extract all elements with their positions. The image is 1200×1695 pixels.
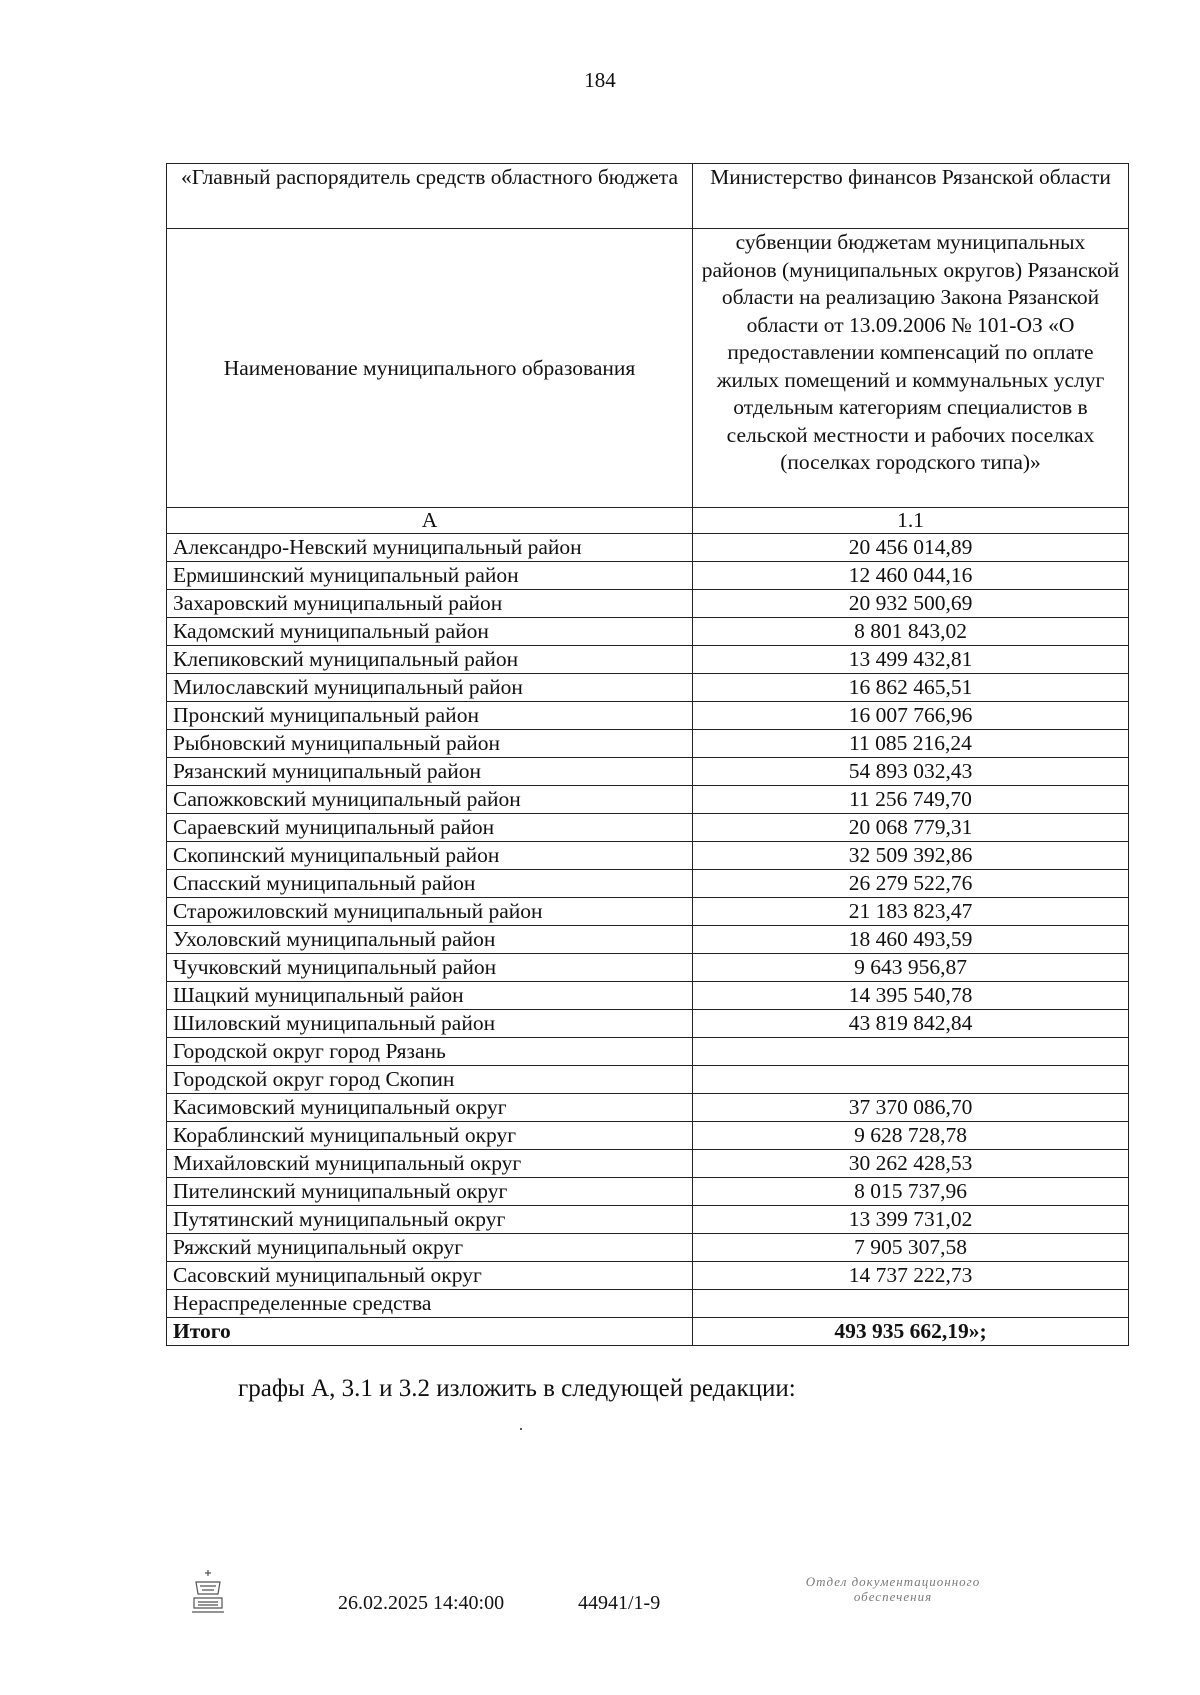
page-number: 184: [584, 68, 616, 92]
subvention-amount: 16 007 766,96: [693, 702, 1129, 730]
scan-speck: [520, 1428, 522, 1430]
total-amount: 493 935 662,19»;: [693, 1318, 1129, 1346]
subvention-amount: 32 509 392,86: [693, 842, 1129, 870]
municipality-name: Сасовский муниципальный округ: [167, 1262, 693, 1290]
table-row: [167, 1094, 1129, 1122]
total-row: [167, 1318, 1129, 1346]
column-index-1-1: 1.1: [693, 508, 1129, 534]
municipality-name: Рязанский муниципальный район: [167, 758, 693, 786]
column-index-a: А: [167, 508, 693, 534]
subvention-amount: 11 085 216,24: [693, 730, 1129, 758]
subvention-amount: 20 068 779,31: [693, 814, 1129, 842]
municipality-name: Касимовский муниципальный округ: [167, 1094, 693, 1122]
subvention-amount: 37 370 086,70: [693, 1094, 1129, 1122]
table-row: [167, 982, 1129, 1010]
table-row: [167, 1178, 1129, 1206]
table-row: [167, 590, 1129, 618]
subvention-amount: 30 262 428,53: [693, 1150, 1129, 1178]
footer-doc-code: 44941/1-9: [578, 1592, 661, 1614]
municipality-name: Милославский муниципальный район: [167, 674, 693, 702]
table-row: [167, 1262, 1129, 1290]
subvention-amount: 16 862 465,51: [693, 674, 1129, 702]
stamp-line-1: Отдел документационного: [805, 1574, 981, 1589]
subvention-amount: 9 643 956,87: [693, 954, 1129, 982]
table-row: [167, 534, 1129, 562]
municipality-name: Рыбновский муниципальный район: [167, 730, 693, 758]
municipality-name: Сапожковский муниципальный район: [167, 786, 693, 814]
table-row: [167, 646, 1129, 674]
footer-department-stamp: [748, 1574, 1038, 1604]
table-row: [167, 1150, 1129, 1178]
table-row: [167, 1122, 1129, 1150]
municipality-name: Клепиковский муниципальный район: [167, 646, 693, 674]
coat-of-arms-icon: [188, 1568, 228, 1618]
municipality-name: Шиловский муниципальный район: [167, 1010, 693, 1038]
subvention-amount: 11 256 749,70: [693, 786, 1129, 814]
table-row: [167, 730, 1129, 758]
table-row: [167, 1010, 1129, 1038]
table-row: [167, 1234, 1129, 1262]
table-row: [167, 758, 1129, 786]
municipality-name: Городской округ город Скопин: [167, 1066, 693, 1094]
municipality-name: Спасский муниципальный район: [167, 870, 693, 898]
table-row: [167, 702, 1129, 730]
table-row: [167, 1038, 1129, 1066]
municipality-name: Путятинский муниципальный округ: [167, 1206, 693, 1234]
table-row: [167, 1066, 1129, 1094]
stamp-line-2: обеспечения: [853, 1589, 933, 1604]
header-budget-holder-label: «Главный распорядитель средств областного бюджета: [167, 164, 693, 229]
table-row: [167, 954, 1129, 982]
table-row: [167, 898, 1129, 926]
municipality-name: Пителинский муниципальный округ: [167, 1178, 693, 1206]
subvention-amount: 14 737 222,73: [693, 1262, 1129, 1290]
table-row: [167, 842, 1129, 870]
municipality-name: Захаровский муниципальный район: [167, 590, 693, 618]
subvention-amount: [693, 1290, 1129, 1318]
subvention-amount: 13 499 432,81: [693, 646, 1129, 674]
amendment-instruction: графы А, 3.1 и 3.2 изложить в следующей редакции:: [238, 1375, 796, 1402]
table-row: [167, 1290, 1129, 1318]
subvention-amount: 43 819 842,84: [693, 1010, 1129, 1038]
municipality-name: Шацкий муниципальный район: [167, 982, 693, 1010]
municipality-name: Кадомский муниципальный район: [167, 618, 693, 646]
table-row: [167, 870, 1129, 898]
subvention-table: [166, 163, 1129, 1346]
total-label: Итого: [167, 1318, 693, 1346]
subvention-amount: [693, 1038, 1129, 1066]
municipality-name: Кораблинский муниципальный округ: [167, 1122, 693, 1150]
header-ministry-name: Министерство финансов Рязанской области: [693, 164, 1129, 229]
municipality-name: Ухоловский муниципальный район: [167, 926, 693, 954]
municipality-name: Городской округ город Рязань: [167, 1038, 693, 1066]
subvention-amount: 20 456 014,89: [693, 534, 1129, 562]
table-row: [167, 674, 1129, 702]
municipality-name: Скопинский муниципальный район: [167, 842, 693, 870]
subvention-amount: [693, 1066, 1129, 1094]
subvention-amount: 26 279 522,76: [693, 870, 1129, 898]
subvention-amount: 20 932 500,69: [693, 590, 1129, 618]
subvention-amount: 8 801 843,02: [693, 618, 1129, 646]
table-row: [167, 814, 1129, 842]
table-row: [167, 618, 1129, 646]
subvention-amount: 9 628 728,78: [693, 1122, 1129, 1150]
municipality-name: Ряжский муниципальный округ: [167, 1234, 693, 1262]
column-index-row: [167, 508, 1129, 534]
subvention-amount: 18 460 493,59: [693, 926, 1129, 954]
table-row: [167, 562, 1129, 590]
municipality-name: Михайловский муниципальный округ: [167, 1150, 693, 1178]
municipality-name: Сараевский муниципальный район: [167, 814, 693, 842]
subvention-amount: 13 399 731,02: [693, 1206, 1129, 1234]
footer-datetime: 26.02.2025 14:40:00: [338, 1592, 505, 1614]
table-row: [167, 926, 1129, 954]
subvention-amount: 54 893 032,43: [693, 758, 1129, 786]
municipality-name: Нераспределенные средства: [167, 1290, 693, 1318]
subvention-amount: 8 015 737,96: [693, 1178, 1129, 1206]
table-row: [167, 786, 1129, 814]
table-header-row: [167, 164, 1129, 229]
subvention-description: субвенции бюджетам муниципальных районов (муниципальных округов) Рязанской области на реализацию Закона Рязанской области от 13.09.2006 № 101-ОЗ «О предоставлении компенсаций по оплате жилых помещений и коммунальных услуг отдельным категориям специалистов в сельской местности и рабочих поселках (поселках городского типа)»: [693, 229, 1129, 508]
municipality-name-label: Наименование муниципального образования: [167, 229, 693, 508]
table-subheader-row: [167, 229, 1129, 508]
municipality-name: Ермишинский муниципальный район: [167, 562, 693, 590]
municipality-name: Пронский муниципальный район: [167, 702, 693, 730]
subvention-amount: 14 395 540,78: [693, 982, 1129, 1010]
subvention-amount: 21 183 823,47: [693, 898, 1129, 926]
municipality-name: Старожиловский муниципальный район: [167, 898, 693, 926]
subvention-amount: 7 905 307,58: [693, 1234, 1129, 1262]
subvention-amount: 12 460 044,16: [693, 562, 1129, 590]
table-row: [167, 1206, 1129, 1234]
municipality-name: Чучковский муниципальный район: [167, 954, 693, 982]
municipality-name: Александро-Невский муниципальный район: [167, 534, 693, 562]
